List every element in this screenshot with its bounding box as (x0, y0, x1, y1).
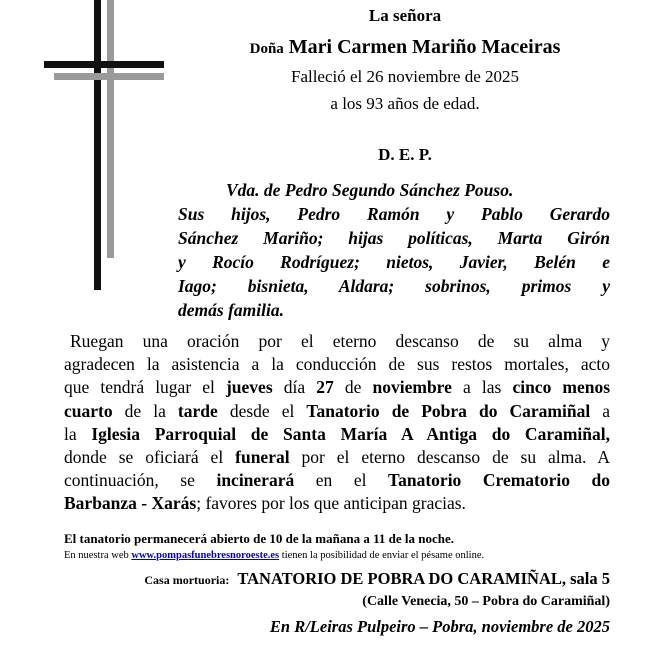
month: noviembre (372, 377, 452, 398)
age: a los 93 años de edad. (330, 94, 480, 113)
day-name: jueves (225, 377, 273, 398)
funeral: funeral (235, 447, 290, 468)
body-line: que tendrá lugar el jueves día 27 de noviembre a las cinco menos (64, 377, 611, 398)
ceremony-paragraph (64, 330, 610, 516)
crematorium: Tanatorio Crematorio do (388, 470, 611, 491)
body-line: agradecen la asistencia a la conducción de sus restos mortales, acto (64, 354, 610, 375)
deceased-name (180, 36, 630, 59)
funeral-home (144, 569, 610, 589)
body-line: la Iglesia Parroquial de Santa María A Antiga do Caramiñal, (64, 423, 610, 444)
name-prefix: Doña (249, 41, 284, 57)
family-line: demás familia. (178, 300, 284, 320)
funeral-home-label: Casa mortuoria: (144, 573, 230, 587)
web-note: En nuestra web www.pompasfunebresnoroeste.es tienen la posibilidad de enviar el pésame online. (64, 550, 485, 561)
family-paragraph (178, 178, 610, 322)
website-link[interactable]: www.pompasfunebresnoroeste.es (131, 550, 280, 561)
body-line: cuarto de la tarde desde el Tanatorio de Pobra do Caramiñal a (64, 400, 611, 421)
funeral-home-value: TANATORIO DE POBRA DO CARAMIÑAL, sala 5 (237, 569, 610, 588)
family-line: Vda. de Pedro Segundo Sánchez Pouso. (226, 180, 514, 200)
body-line: Barbanza - Xarás; favores por los que anticipan gracias. (64, 493, 466, 514)
family-line: Sus hijos, Pedro Ramón y Pablo Gerardo (178, 204, 610, 224)
day-number: 27 (316, 377, 334, 398)
cross-icon (44, 0, 164, 290)
church: Iglesia Parroquial de Santa María A Antiga do Caramiñal, (91, 423, 610, 444)
family-line: y Rocío Rodríguez; nietos, Javier, Belén e (178, 252, 610, 272)
place-date: En R/Leiras Pulpeiro – Pobra, noviembre de 2025 (269, 617, 610, 636)
departure-place: Tanatorio de Pobra do Caramiñal (306, 400, 591, 421)
title: La señora (368, 6, 442, 25)
family-line: Sánchez Mariño; hijas políticas, Marta Girón (178, 228, 610, 248)
name-text: Mari Carmen Mariño Maceiras (288, 36, 561, 58)
address: (Calle Venecia, 50 – Pobra do Caramiñal) (362, 594, 610, 609)
body-line: continuación, se incinerará en el Tanatorio Crematorio do (64, 470, 611, 491)
body-line: donde se oficiará el funeral por el eterno descanso de su alma. A (64, 447, 611, 468)
family-line: Iago; bisnieta, Aldara; sobrinos, primos y (178, 276, 610, 296)
death-date: Falleció el 26 noviembre de 2025 (290, 67, 520, 86)
time: cinco menos (512, 377, 611, 398)
opening-hours: El tanatorio permanecerá abierto de 10 de la mañana a 11 de la noche. (64, 531, 454, 546)
dep: D. E. P. (378, 145, 432, 164)
body-line: Ruegan una oración por el eterno descanso de su alma y (70, 331, 610, 351)
